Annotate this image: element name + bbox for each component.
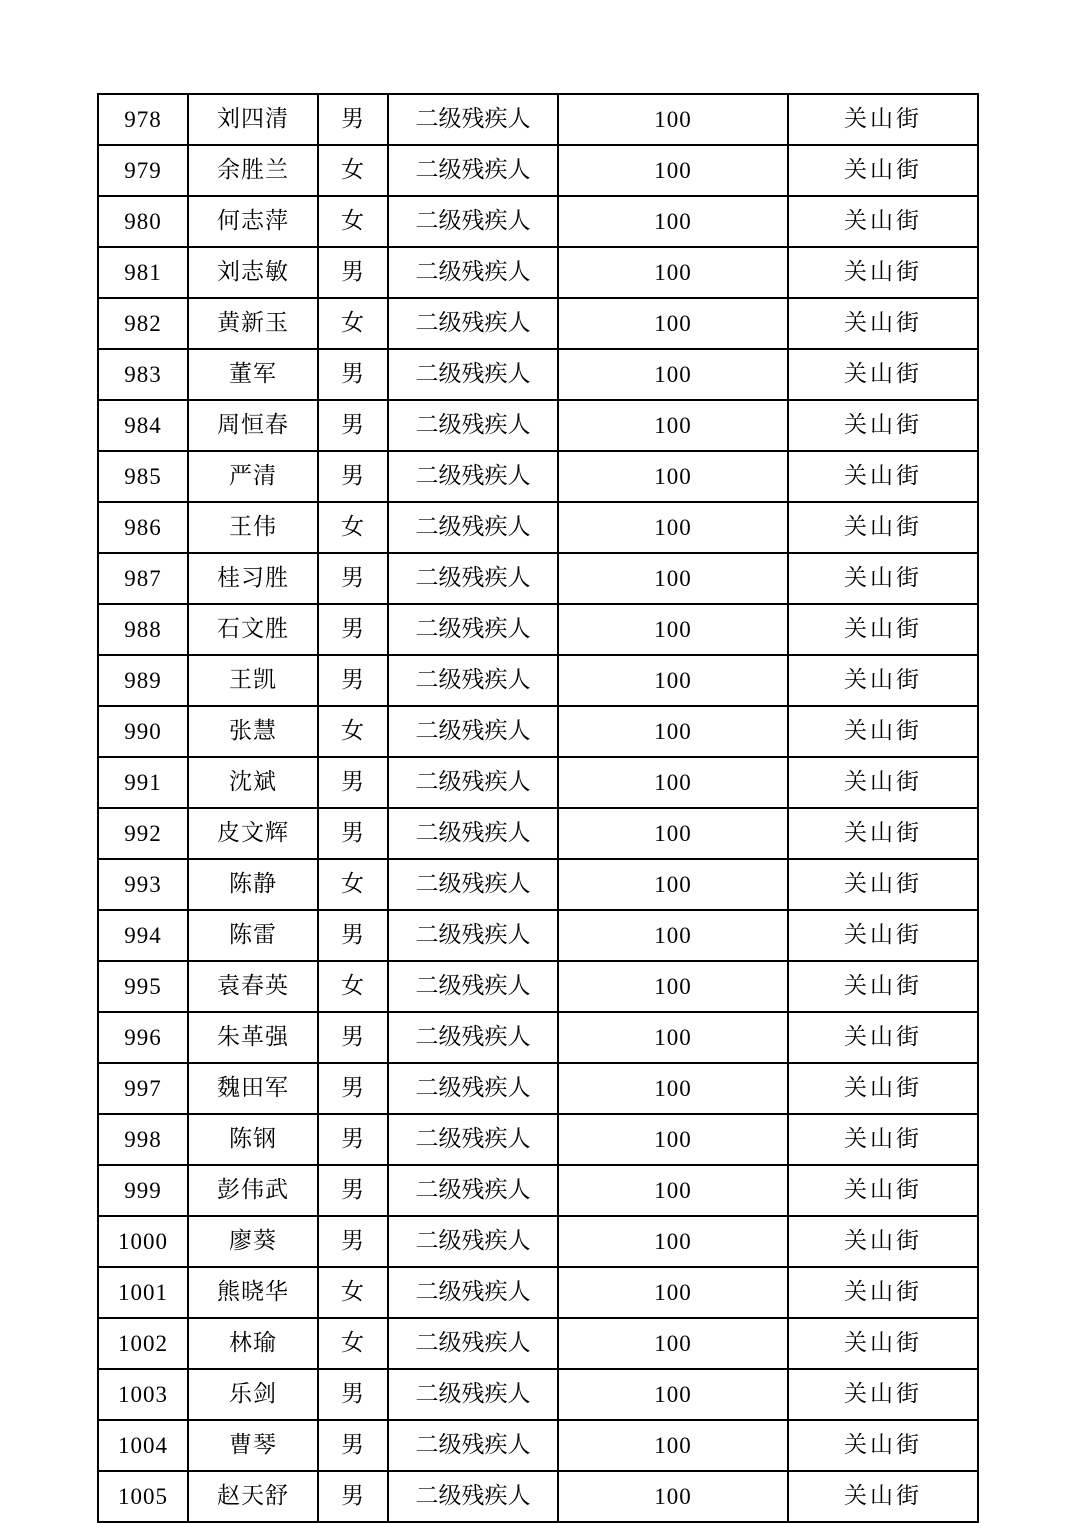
cell-area: 关山街: [788, 1216, 978, 1267]
cell-category: 二级残疾人: [388, 349, 558, 400]
cell-amount: 100: [558, 910, 788, 961]
cell-sex: 女: [318, 1318, 388, 1369]
cell-amount: 100: [558, 400, 788, 451]
cell-amount: 100: [558, 1471, 788, 1522]
cell-seq: 980: [98, 196, 188, 247]
cell-name: 张慧: [188, 706, 318, 757]
cell-category: 二级残疾人: [388, 859, 558, 910]
cell-category: 二级残疾人: [388, 1267, 558, 1318]
table-body: [98, 94, 978, 1522]
cell-sex: 男: [318, 1420, 388, 1471]
cell-area: 关山街: [788, 706, 978, 757]
cell-category: 二级残疾人: [388, 655, 558, 706]
table-row: [98, 706, 978, 757]
cell-seq: 1000: [98, 1216, 188, 1267]
cell-name: 熊晓华: [188, 1267, 318, 1318]
cell-sex: 男: [318, 910, 388, 961]
cell-name: 彭伟武: [188, 1165, 318, 1216]
cell-category: 二级残疾人: [388, 196, 558, 247]
cell-amount: 100: [558, 961, 788, 1012]
cell-area: 关山街: [788, 247, 978, 298]
cell-sex: 女: [318, 961, 388, 1012]
cell-name: 董军: [188, 349, 318, 400]
cell-sex: 男: [318, 808, 388, 859]
cell-sex: 女: [318, 1267, 388, 1318]
table-row: [98, 247, 978, 298]
cell-amount: 100: [558, 1063, 788, 1114]
cell-seq: 978: [98, 94, 188, 145]
cell-seq: 979: [98, 145, 188, 196]
cell-area: 关山街: [788, 1420, 978, 1471]
cell-area: 关山街: [788, 808, 978, 859]
cell-name: 曹琴: [188, 1420, 318, 1471]
cell-amount: 100: [558, 1165, 788, 1216]
cell-category: 二级残疾人: [388, 298, 558, 349]
cell-sex: 男: [318, 655, 388, 706]
cell-name: 何志萍: [188, 196, 318, 247]
table-row: [98, 451, 978, 502]
cell-category: 二级残疾人: [388, 961, 558, 1012]
cell-name: 沈斌: [188, 757, 318, 808]
cell-name: 严清: [188, 451, 318, 502]
cell-name: 朱革强: [188, 1012, 318, 1063]
cell-category: 二级残疾人: [388, 1216, 558, 1267]
cell-name: 魏田军: [188, 1063, 318, 1114]
cell-sex: 女: [318, 859, 388, 910]
table-row: [98, 349, 978, 400]
cell-seq: 1003: [98, 1369, 188, 1420]
cell-sex: 女: [318, 298, 388, 349]
cell-name: 桂习胜: [188, 553, 318, 604]
cell-seq: 987: [98, 553, 188, 604]
cell-name: 周恒春: [188, 400, 318, 451]
cell-category: 二级残疾人: [388, 145, 558, 196]
table-row: [98, 1216, 978, 1267]
cell-seq: 1004: [98, 1420, 188, 1471]
cell-area: 关山街: [788, 451, 978, 502]
cell-category: 二级残疾人: [388, 1063, 558, 1114]
cell-area: 关山街: [788, 1114, 978, 1165]
cell-name: 余胜兰: [188, 145, 318, 196]
cell-category: 二级残疾人: [388, 502, 558, 553]
cell-sex: 男: [318, 349, 388, 400]
cell-seq: 999: [98, 1165, 188, 1216]
table-row: [98, 1114, 978, 1165]
table-row: [98, 859, 978, 910]
cell-category: 二级残疾人: [388, 1114, 558, 1165]
cell-area: 关山街: [788, 1369, 978, 1420]
cell-area: 关山街: [788, 1471, 978, 1522]
cell-seq: 1001: [98, 1267, 188, 1318]
cell-category: 二级残疾人: [388, 910, 558, 961]
table-row: [98, 655, 978, 706]
cell-amount: 100: [558, 451, 788, 502]
cell-category: 二级残疾人: [388, 553, 558, 604]
cell-seq: 985: [98, 451, 188, 502]
beneficiary-roster-table: [97, 93, 979, 1523]
cell-seq: 1002: [98, 1318, 188, 1369]
cell-seq: 984: [98, 400, 188, 451]
table-row: [98, 910, 978, 961]
cell-area: 关山街: [788, 145, 978, 196]
cell-name: 王伟: [188, 502, 318, 553]
cell-sex: 男: [318, 1063, 388, 1114]
cell-amount: 100: [558, 298, 788, 349]
cell-seq: 986: [98, 502, 188, 553]
cell-amount: 100: [558, 604, 788, 655]
cell-amount: 100: [558, 1420, 788, 1471]
table-row: [98, 1267, 978, 1318]
table-row: [98, 1165, 978, 1216]
cell-amount: 100: [558, 859, 788, 910]
cell-name: 乐剑: [188, 1369, 318, 1420]
cell-seq: 996: [98, 1012, 188, 1063]
cell-amount: 100: [558, 655, 788, 706]
cell-area: 关山街: [788, 502, 978, 553]
table-row: [98, 298, 978, 349]
cell-amount: 100: [558, 1114, 788, 1165]
cell-category: 二级残疾人: [388, 604, 558, 655]
cell-amount: 100: [558, 349, 788, 400]
cell-seq: 991: [98, 757, 188, 808]
cell-name: 刘志敏: [188, 247, 318, 298]
cell-name: 袁春英: [188, 961, 318, 1012]
cell-name: 赵天舒: [188, 1471, 318, 1522]
cell-seq: 982: [98, 298, 188, 349]
cell-area: 关山街: [788, 1267, 978, 1318]
cell-area: 关山街: [788, 298, 978, 349]
cell-area: 关山街: [788, 910, 978, 961]
table-row: [98, 1012, 978, 1063]
cell-amount: 100: [558, 247, 788, 298]
table-row: [98, 145, 978, 196]
cell-area: 关山街: [788, 196, 978, 247]
cell-category: 二级残疾人: [388, 94, 558, 145]
cell-area: 关山街: [788, 961, 978, 1012]
cell-seq: 997: [98, 1063, 188, 1114]
cell-name: 林瑜: [188, 1318, 318, 1369]
cell-area: 关山街: [788, 94, 978, 145]
cell-area: 关山街: [788, 553, 978, 604]
table-row: [98, 1471, 978, 1522]
table-row: [98, 961, 978, 1012]
cell-name: 刘四清: [188, 94, 318, 145]
cell-category: 二级残疾人: [388, 1420, 558, 1471]
table-row: [98, 553, 978, 604]
cell-name: 陈雷: [188, 910, 318, 961]
cell-sex: 男: [318, 553, 388, 604]
cell-amount: 100: [558, 1369, 788, 1420]
table-row: [98, 1420, 978, 1471]
table-row: [98, 196, 978, 247]
cell-name: 石文胜: [188, 604, 318, 655]
cell-area: 关山街: [788, 1012, 978, 1063]
cell-seq: 994: [98, 910, 188, 961]
cell-name: 王凯: [188, 655, 318, 706]
cell-area: 关山街: [788, 1318, 978, 1369]
cell-seq: 990: [98, 706, 188, 757]
cell-amount: 100: [558, 1267, 788, 1318]
cell-amount: 100: [558, 94, 788, 145]
cell-category: 二级残疾人: [388, 451, 558, 502]
table-row: [98, 1063, 978, 1114]
cell-category: 二级残疾人: [388, 808, 558, 859]
cell-category: 二级残疾人: [388, 1012, 558, 1063]
cell-amount: 100: [558, 553, 788, 604]
cell-sex: 男: [318, 400, 388, 451]
cell-name: 陈静: [188, 859, 318, 910]
cell-seq: 981: [98, 247, 188, 298]
cell-amount: 100: [558, 502, 788, 553]
cell-category: 二级残疾人: [388, 757, 558, 808]
cell-area: 关山街: [788, 1165, 978, 1216]
table-row: [98, 808, 978, 859]
cell-category: 二级残疾人: [388, 247, 558, 298]
cell-name: 陈钢: [188, 1114, 318, 1165]
cell-sex: 男: [318, 247, 388, 298]
cell-amount: 100: [558, 757, 788, 808]
cell-amount: 100: [558, 1216, 788, 1267]
table-row: [98, 757, 978, 808]
cell-area: 关山街: [788, 859, 978, 910]
cell-category: 二级残疾人: [388, 706, 558, 757]
cell-sex: 男: [318, 1165, 388, 1216]
cell-amount: 100: [558, 145, 788, 196]
cell-category: 二级残疾人: [388, 1369, 558, 1420]
cell-name: 黄新玉: [188, 298, 318, 349]
cell-sex: 男: [318, 1471, 388, 1522]
cell-sex: 男: [318, 1216, 388, 1267]
table-row: [98, 604, 978, 655]
cell-sex: 女: [318, 196, 388, 247]
cell-sex: 男: [318, 94, 388, 145]
table-row: [98, 94, 978, 145]
cell-seq: 993: [98, 859, 188, 910]
cell-area: 关山街: [788, 349, 978, 400]
table-row: [98, 1318, 978, 1369]
cell-name: 皮文辉: [188, 808, 318, 859]
cell-sex: 女: [318, 706, 388, 757]
cell-area: 关山街: [788, 400, 978, 451]
cell-seq: 988: [98, 604, 188, 655]
cell-name: 廖葵: [188, 1216, 318, 1267]
cell-amount: 100: [558, 196, 788, 247]
cell-sex: 女: [318, 145, 388, 196]
cell-category: 二级残疾人: [388, 400, 558, 451]
cell-seq: 995: [98, 961, 188, 1012]
cell-amount: 100: [558, 808, 788, 859]
cell-seq: 998: [98, 1114, 188, 1165]
cell-sex: 男: [318, 604, 388, 655]
cell-category: 二级残疾人: [388, 1165, 558, 1216]
cell-sex: 男: [318, 1369, 388, 1420]
cell-category: 二级残疾人: [388, 1318, 558, 1369]
cell-category: 二级残疾人: [388, 1471, 558, 1522]
cell-sex: 男: [318, 451, 388, 502]
cell-seq: 1005: [98, 1471, 188, 1522]
cell-amount: 100: [558, 706, 788, 757]
cell-area: 关山街: [788, 1063, 978, 1114]
cell-amount: 100: [558, 1318, 788, 1369]
cell-sex: 女: [318, 502, 388, 553]
cell-sex: 男: [318, 1114, 388, 1165]
cell-amount: 100: [558, 1012, 788, 1063]
table-row: [98, 1369, 978, 1420]
cell-sex: 男: [318, 1012, 388, 1063]
cell-seq: 983: [98, 349, 188, 400]
table-row: [98, 400, 978, 451]
table-row: [98, 502, 978, 553]
cell-area: 关山街: [788, 655, 978, 706]
cell-sex: 男: [318, 757, 388, 808]
cell-seq: 989: [98, 655, 188, 706]
cell-area: 关山街: [788, 757, 978, 808]
cell-area: 关山街: [788, 604, 978, 655]
cell-seq: 992: [98, 808, 188, 859]
